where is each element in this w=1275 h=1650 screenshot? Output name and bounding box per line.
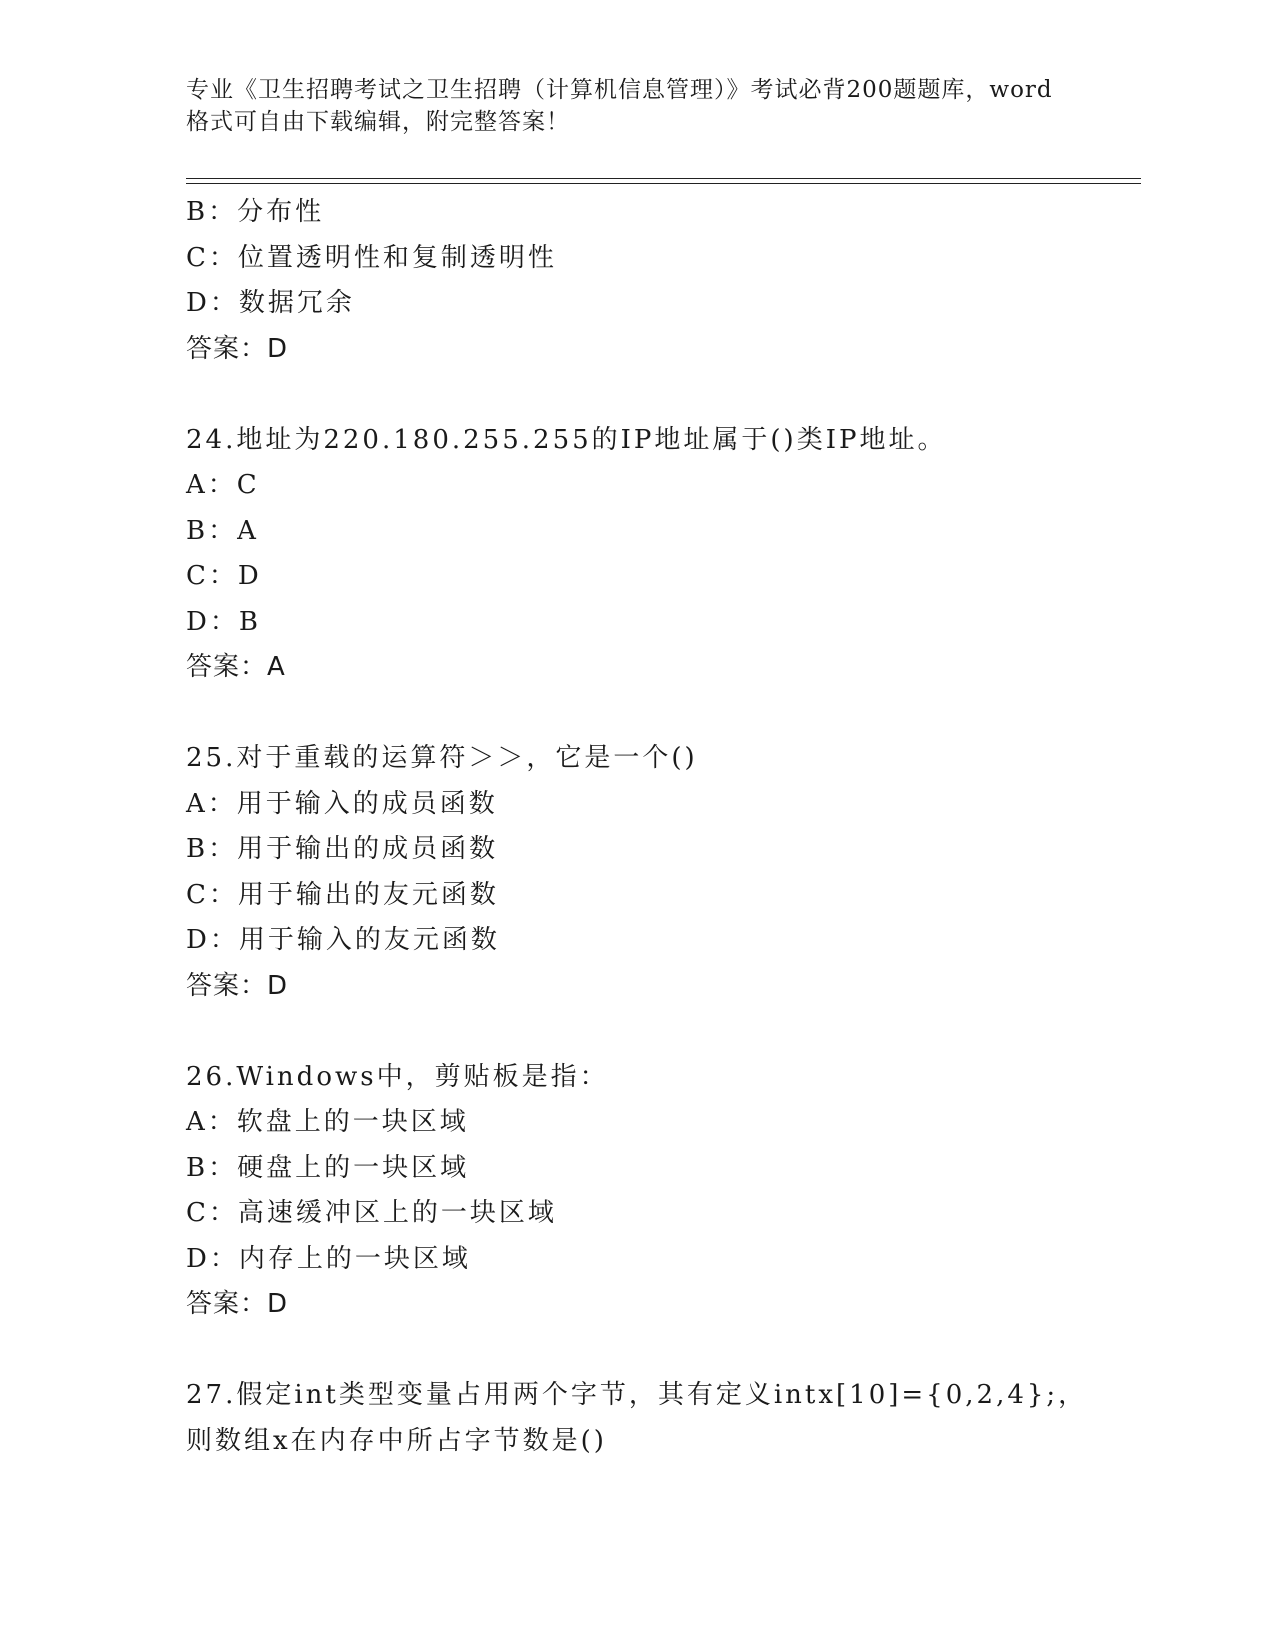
answer: 答案：D [186, 333, 289, 364]
question-25 [186, 736, 1086, 1009]
question-text-line-1: 27.假定int类型变量占用两个字节，其有定义intx[10]={0,2,4};， [186, 1380, 1088, 1410]
answer: 答案：D [186, 970, 289, 1001]
option-d: D：B [186, 606, 261, 637]
document-header [186, 74, 1086, 138]
option-d: D：数据冗余 [186, 288, 355, 318]
question-text: 25.对于重载的运算符＞＞，它是一个() [186, 743, 698, 773]
option-a: A：软盘上的一块区域 [186, 1107, 469, 1137]
spacer [186, 1009, 1086, 1055]
question-list [186, 190, 1086, 1464]
header-line-1: 专业《卫生招聘考试之卫生招聘（计算机信息管理）》考试必背200题题库，word [186, 77, 1053, 103]
option-c: C：位置透明性和复制透明性 [186, 242, 557, 273]
header-divider-bottom [186, 183, 1141, 184]
header-line-2: 格式可自由下载编辑，附完整答案！ [186, 109, 570, 135]
spacer [186, 1328, 1086, 1374]
question-26 [186, 1055, 1086, 1328]
option-b: B：分布性 [186, 197, 325, 227]
option-d: D：内存上的一块区域 [186, 1243, 471, 1274]
answer: 答案：A [186, 652, 286, 682]
option-a: A：用于输入的成员函数 [186, 788, 498, 819]
question-text: 24.地址为220.180.255.255的IP地址属于()类IP地址。 [186, 424, 947, 455]
question-text-line-2: 则数组x在内存中所占字节数是() [186, 1425, 607, 1456]
option-c: C：D [186, 561, 262, 591]
question-27 [186, 1373, 1086, 1464]
answer: 答案：D [186, 1289, 289, 1319]
spacer [186, 372, 1086, 418]
option-c: C：用于输出的友元函数 [186, 879, 499, 910]
option-c: C：高速缓冲区上的一块区域 [186, 1198, 557, 1228]
option-b: B：硬盘上的一块区域 [186, 1152, 470, 1183]
header-divider-top [186, 178, 1141, 179]
question-23-tail [186, 190, 1086, 372]
option-d: D：用于输入的友元函数 [186, 925, 500, 955]
spacer [186, 691, 1086, 737]
question-24 [186, 418, 1086, 691]
option-a: A：C [186, 470, 260, 500]
question-text: 26.Windows中，剪贴板是指： [186, 1061, 609, 1092]
option-b: B：A [186, 515, 259, 546]
option-b: B：用于输出的成员函数 [186, 834, 499, 864]
